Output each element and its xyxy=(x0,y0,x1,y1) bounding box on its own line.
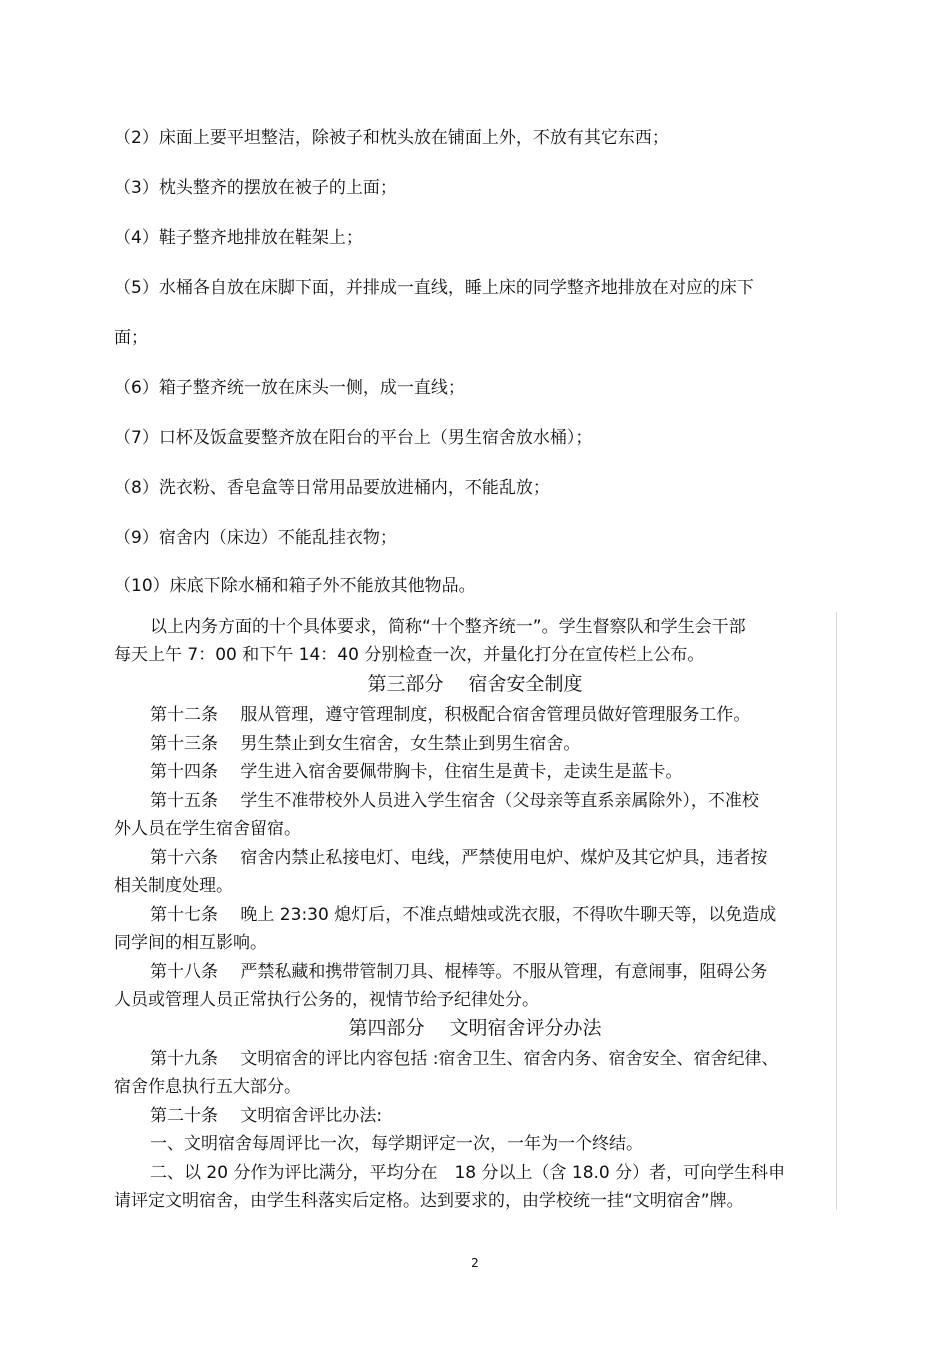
page-number: 2 xyxy=(471,1256,479,1270)
article-18: 第十八条 严禁私藏和携带管制刀具、棍棒等。不服从管理，有意闹事，阻碍公务 xyxy=(150,962,768,982)
list-item: （10）床底下除水桶和箱子外不能放其他物品。 xyxy=(114,576,476,596)
list-item: （2）床面上要平坦整洁，除被子和枕头放在铺面上外，不放有其它东西； xyxy=(114,128,669,148)
summary-paragraph: 每天上午 7：00 和下午 14：40 分别检查一次，并量化打分在宣传栏上公布。 xyxy=(114,645,705,665)
article-13: 第十三条 男生禁止到女生宿舍，女生禁止到男生宿舍。 xyxy=(150,734,581,754)
list-item: （3）枕头整齐的摆放在被子的上面； xyxy=(114,178,397,198)
list-item: （4）鞋子整齐地排放在鞋架上； xyxy=(114,228,363,248)
article-19-continuation: 宿舍作息执行五大部分。 xyxy=(114,1077,301,1097)
rule-2: 二、以 20 分作为评比满分，平均分在 18 分以上（含 18.0 分）者，可向学生科申 xyxy=(150,1163,786,1183)
list-item: （5）水桶各自放在床脚下面，并排成一直线，睡上床的同学整齐地排放在对应的床下 xyxy=(114,278,754,298)
article-12: 第十二条 服从管理，遵守管理制度，积极配合宿舍管理员做好管理服务工作。 xyxy=(150,705,751,725)
article-18-continuation: 人员或管理人员正常执行公务的，视情节给予纪律处分。 xyxy=(114,990,539,1010)
rule-1: 一、文明宿舍每周评比一次，每学期评定一次，一年为一个终结。 xyxy=(150,1134,643,1154)
article-14: 第十四条 学生进入宿舍要佩带胸卡，住宿生是黄卡，走读生是蓝卡。 xyxy=(150,762,683,782)
article-17: 第十七条 晚上 23:30 熄灯后，不准点蜡烛或洗衣服，不得吹牛聊天等，以免造成 xyxy=(150,905,777,925)
margin-rule xyxy=(836,612,837,1210)
article-15-continuation: 外人员在学生宿舍留宿。 xyxy=(114,819,301,839)
article-15: 第十五条 学生不准带校外人员进入学生宿舍（父母亲等直系亲属除外），不准校 xyxy=(150,791,759,811)
list-item-continuation: 面； xyxy=(114,328,148,348)
summary-paragraph: 以上内务方面的十个具体要求，简称“十个整齐统一”。学生督察队和学生会干部 xyxy=(150,617,746,637)
rule-2-continuation: 请评定文明宿舍，由学生科落实后定格。达到要求的，由学校统一挂“文明宿舍”牌。 xyxy=(114,1191,744,1211)
article-16-continuation: 相关制度处理。 xyxy=(114,876,233,896)
article-16: 第十六条 宿舍内禁止私接电灯、电线，严禁使用电炉、煤炉及其它炉具，违者按 xyxy=(150,848,768,868)
list-item: （7）口杯及饭盒要整齐放在阳台的平台上（男生宿舍放水桶）； xyxy=(114,428,593,448)
section-heading: 第四部分 文明宿舍评分办法 xyxy=(348,1017,602,1039)
list-item: （8）洗衣粉、香皂盒等日常用品要放进桶内，不能乱放； xyxy=(114,478,550,498)
article-19: 第十九条 文明宿舍的评比内容包括 :宿舍卫生、宿舍内务、宿舍安全、宿舍纪律、 xyxy=(150,1049,779,1069)
list-item: （6）箱子整齐统一放在床头一侧，成一直线； xyxy=(114,378,465,398)
section-heading: 第三部分 宿舍安全制度 xyxy=(367,673,583,695)
list-item: （9）宿舍内（床边）不能乱挂衣物； xyxy=(114,528,397,548)
article-20: 第二十条 文明宿舍评比办法: xyxy=(150,1106,383,1126)
article-17-continuation: 同学间的相互影响。 xyxy=(114,933,267,953)
